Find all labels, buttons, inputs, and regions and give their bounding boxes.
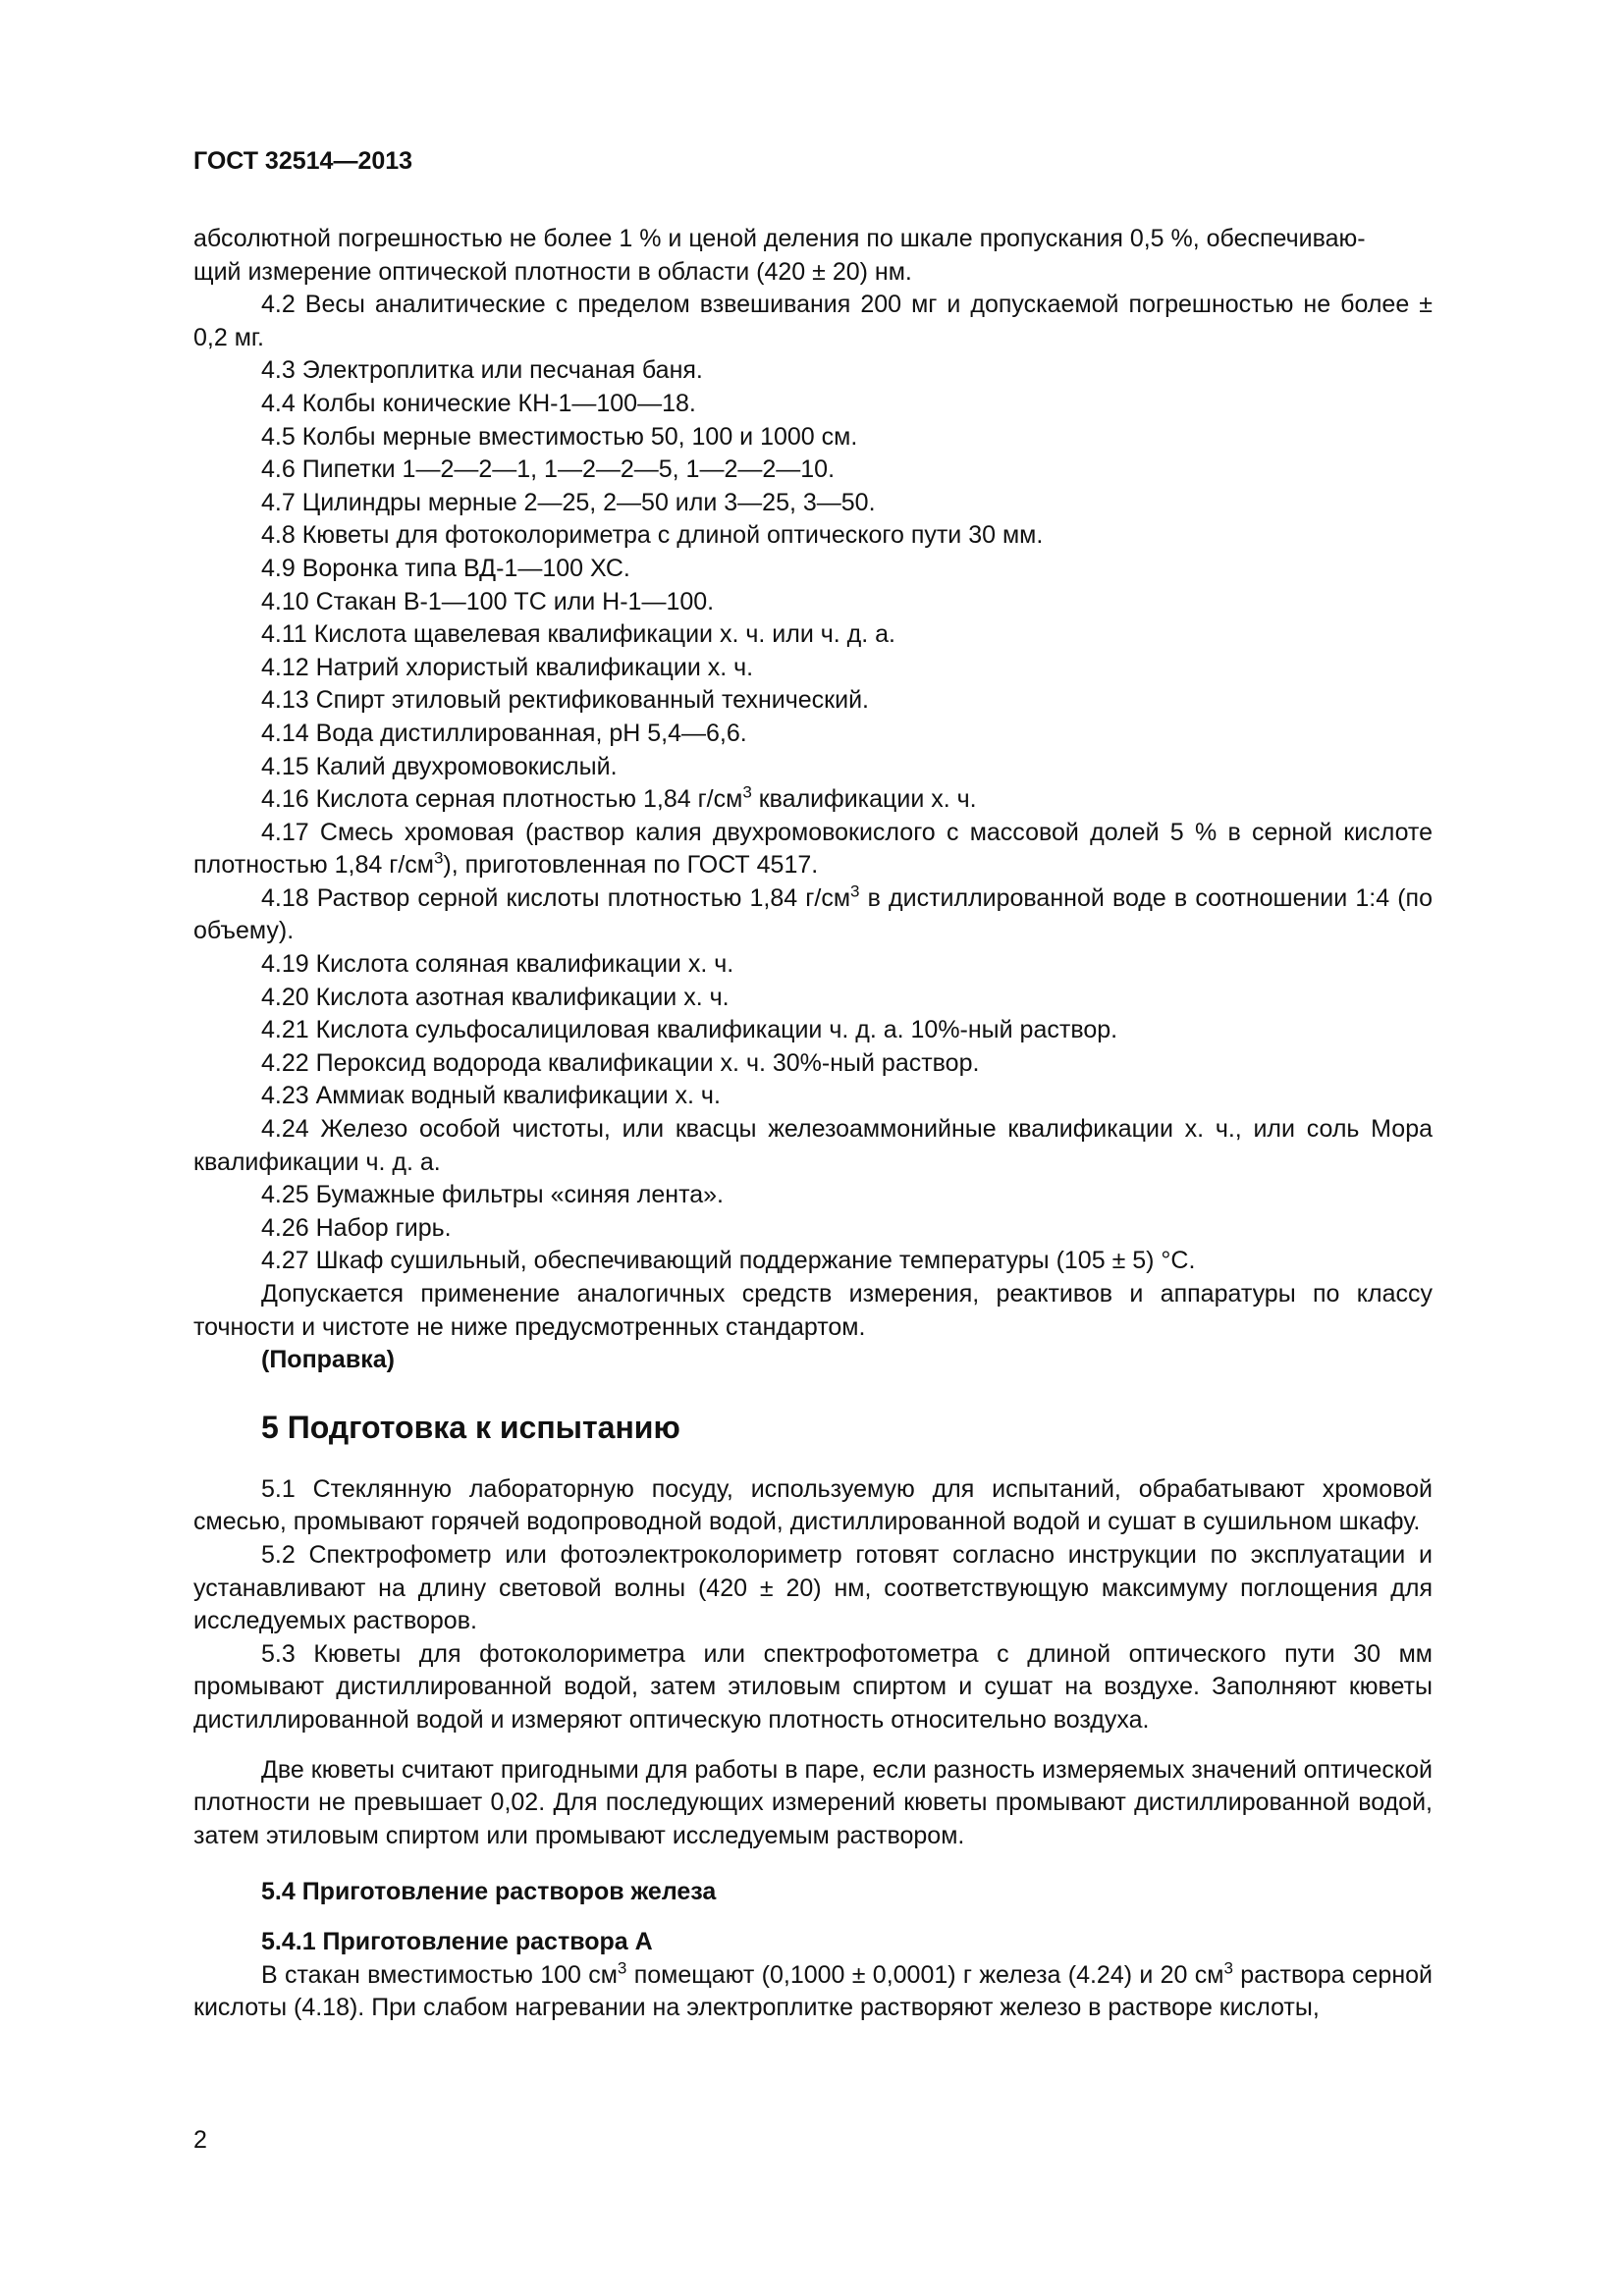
text-span: 4.16 Кислота серная плотностью 1,84 г/см <box>261 785 743 814</box>
item-4-13: 4.13 Спирт этиловый ректификованный технический. <box>261 686 869 715</box>
text-line: абсолютной погрешностью не более 1 % и ценой деления по шкале пропускания 0,5 %, обеспечиваю- <box>193 225 1366 252</box>
subsection-5-4-1-title: 5.4.1 Приготовление раствора А <box>261 1927 653 1955</box>
item-4-14: 4.14 Вода дистиллированная, рН 5,4—6,6. <box>261 719 747 747</box>
item-4-11: 4.11 Кислота щавелевая квалификации х. ч. или ч. д. а. <box>261 620 895 649</box>
item-4-27: 4.27 Шкаф сушильный, обеспечивающий поддержание температуры (105 ± 5) °С. <box>261 1247 1196 1275</box>
item-4-8: 4.8 Кюветы для фотоколориметра с длиной оптического пути 30 мм. <box>261 521 1044 550</box>
item-4-7: 4.7 Цилиндры мерные 2—25, 2—50 или 3—25, 3—50. <box>261 488 876 516</box>
superscript: 3 <box>742 782 752 802</box>
document-header: ГОСТ 32514—2013 <box>193 147 413 175</box>
item-4-12: 4.12 Натрий хлористый квалификации х. ч. <box>261 653 754 681</box>
item-4-22: 4.22 Пероксид водорода квалификации х. ч. 30%-ный раствор. <box>261 1048 980 1077</box>
item-4-18 <box>193 882 1433 948</box>
item-4-2: 4.2 Весы аналитические с пределом взвешивания 200 мг и допускаемой погрешностью не более ± 0,2 мг. <box>193 291 1433 351</box>
item-4-15: 4.15 Калий двухромовокислый. <box>261 752 618 780</box>
superscript: 3 <box>850 881 860 901</box>
item-4-24: 4.24 Железо особой чистоты, или квасцы железоаммонийные квалификации х. ч., или соль Мора квалификации ч. д. а. <box>193 1115 1433 1176</box>
item-4-10: 4.10 Стакан В-1—100 ТС или Н-1—100. <box>261 587 715 615</box>
item-4-6: 4.6 Пипетки 1—2—2—1, 1—2—2—5, 1—2—2—10. <box>261 455 836 484</box>
text-span: 4.17 Смесь хромовая (раствор калия двухромовокислого с массовой долей 5 % в серной кислоте плотностью 1,84 г/см <box>193 818 1433 880</box>
subsection-5-4-title: 5.4 Приготовление растворов железа <box>261 1878 717 1906</box>
item-4-9: 4.9 Воронка типа ВД-1—100 ХС. <box>261 554 630 582</box>
page-content <box>193 223 1433 2025</box>
superscript: 3 <box>433 848 444 868</box>
text-line: щий измерение оптической плотности в области (420 ± 20) нм. <box>193 257 912 286</box>
item-4-26: 4.26 Набор гирь. <box>261 1213 452 1242</box>
superscript: 3 <box>617 1958 627 1978</box>
text-span: 4.18 Раствор серной кислоты плотностью 1,84 г/см <box>261 883 851 912</box>
paragraph-5-3: 5.3 Кюветы для фотоколориметра или спектрофотометра с длиной оптического пути 30 мм промывают дистиллированной водой, затем этиловым спиртом и сушат на воздухе. Заполняют кюветы дистиллированной водой и измеряют оптическую плотность относительно воздуха. <box>193 1639 1433 1734</box>
paragraph-5-1: 5.1 Стеклянную лабораторную посуду, используемую для испытаний, обрабатывают хромовой смесью, промывают горячей водопроводной водой, дистиллированной водой и сушат в сушильном шкафу. <box>193 1474 1433 1536</box>
text-span: В стакан вместимостью 100 см <box>261 1960 618 1989</box>
allowance-paragraph: Допускается применение аналогичных средств измерения, реактивов и аппаратуры по классу точности и чистоте не ниже предусмотренных стандартом. <box>193 1280 1433 1341</box>
paragraph-5-4-1 <box>193 1959 1433 2025</box>
item-4-20: 4.20 Кислота азотная квалификации х. ч. <box>261 983 730 1011</box>
item-4-5: 4.5 Колбы мерные вместимостью 50, 100 и 1000 см. <box>261 422 858 451</box>
item-4-17 <box>193 817 1433 882</box>
paragraph-5-3-cuvette-pair: Две кюветы считают пригодными для работы в паре, если разность измеряемых значений оптической плотности не превышает 0,02. Для последующих измерений кюветы промывают дистиллированной водой, затем этиловым спиртом или промывают исследуемым раствором. <box>193 1755 1433 1849</box>
superscript: 3 <box>1223 1958 1233 1978</box>
text-span: помещают (0,1000 ± 0,0001) г железа (4.24) и 20 см <box>626 1960 1224 1989</box>
item-4-3: 4.3 Электроплитка или песчаная баня. <box>261 356 703 385</box>
item-4-16 <box>193 783 1433 817</box>
item-4-4: 4.4 Колбы конические КН-1—100—18. <box>261 389 696 417</box>
item-4-21: 4.21 Кислота сульфосалициловая квалификации ч. д. а. 10%-ный раствор. <box>261 1016 1118 1044</box>
item-4-25: 4.25 Бумажные фильтры «синяя лента». <box>261 1181 724 1209</box>
text-span: в дистиллированной воде в соотношении 1:4 (по объему). <box>193 883 1433 945</box>
list-continuation <box>193 223 1433 289</box>
text-span: квалификации х. ч. <box>751 785 977 814</box>
paragraph-5-2: 5.2 Спектрофометр или фотоэлектроколориметр готовят согласно инструкции по эксплуатации и устанавливают на длину световой волны (420 ± 20) нм, соответствующую максимуму поглощения для исследуемых растворов. <box>193 1540 1433 1635</box>
text-span: ), приготовленная по ГОСТ 4517. <box>443 851 819 880</box>
page-number: 2 <box>193 2126 207 2154</box>
amendment-note: (Поправка) <box>261 1346 395 1374</box>
text-span: раствора серной кислоты (4.18). При слабом нагревании на электроплитке растворяют железо в растворе кислоты, <box>193 1960 1433 2022</box>
section-5-title: 5 Подготовка к испытанию <box>261 1409 680 1445</box>
item-4-19: 4.19 Кислота соляная квалификации х. ч. <box>261 950 734 979</box>
item-4-23: 4.23 Аммиак водный квалификации х. ч. <box>261 1082 721 1110</box>
